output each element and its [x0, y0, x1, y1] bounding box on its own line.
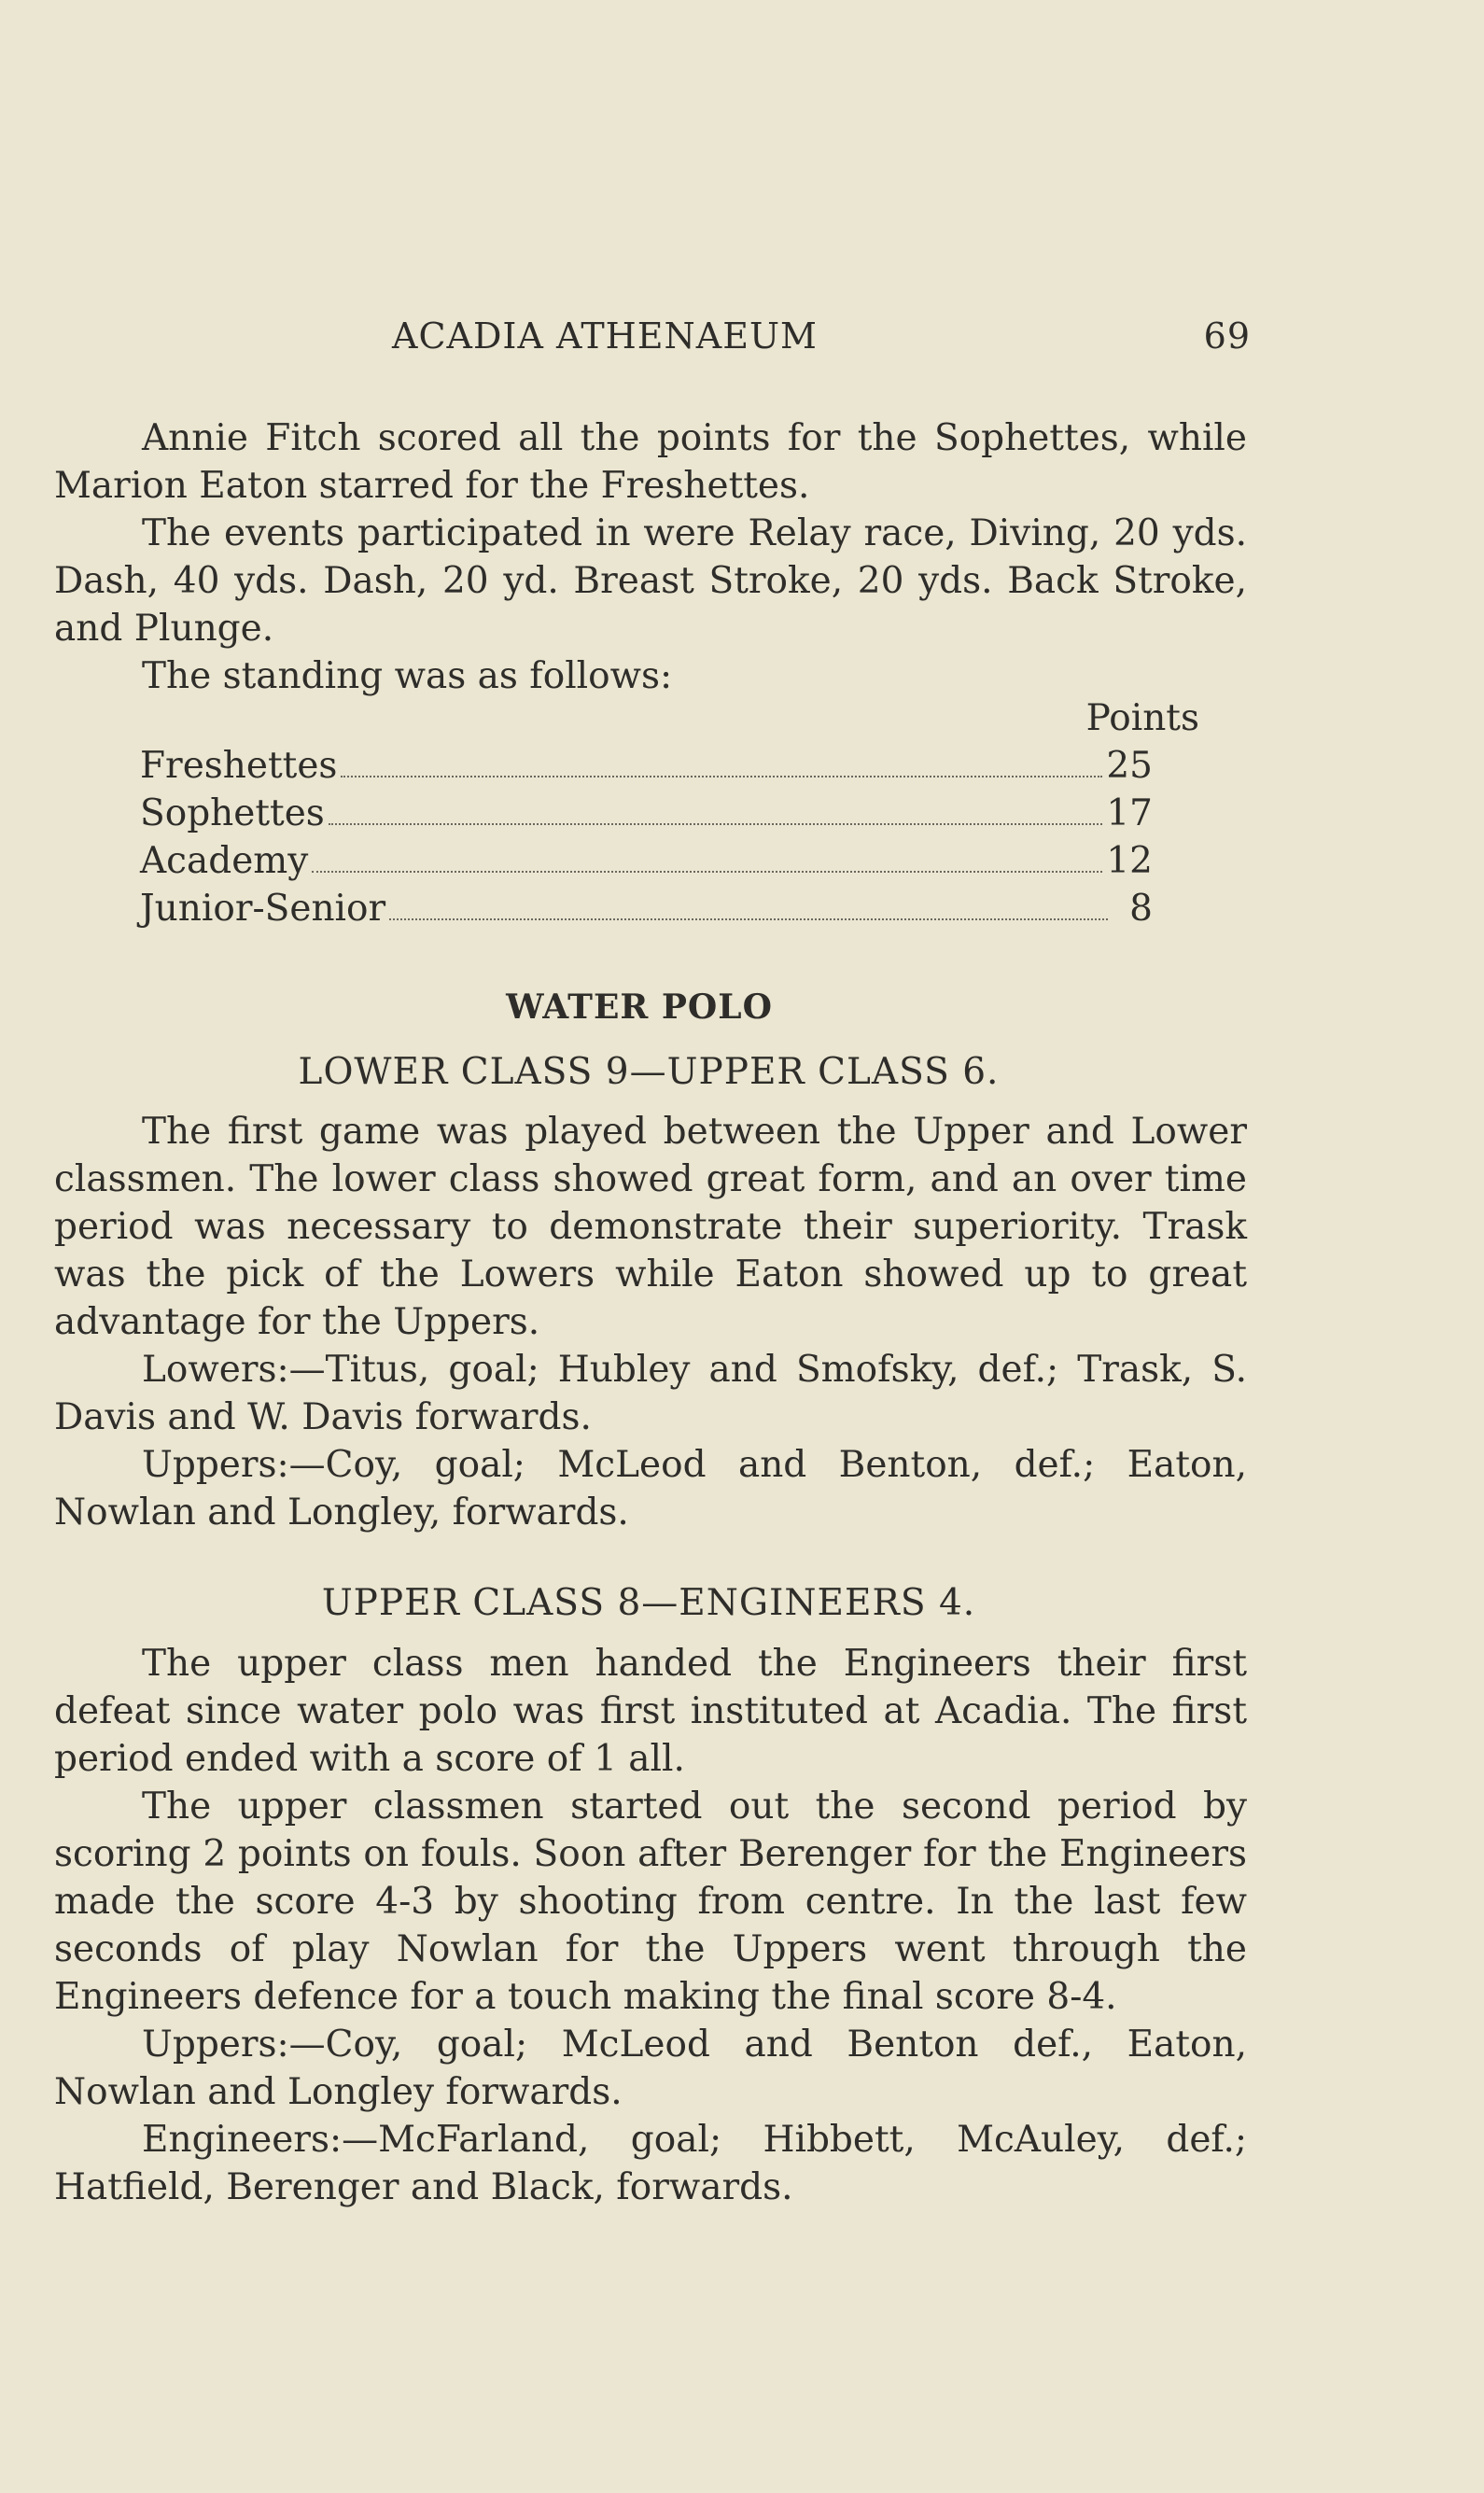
team-points: 17: [1106, 792, 1153, 834]
standings-row: [140, 790, 1153, 837]
team-name: Sophettes: [140, 792, 325, 834]
game2-paragraph-2: The upper classmen started out the second period by scoring 2 points on fouls. Soon after Berenger for the Engineers made the score 4-3 by shooting from centre. In the last few seconds of play Nowlan for the Uppers went through the Engineers defence for a touch making the final score 8-4.: [54, 1786, 1247, 2018]
team-name: Junior-Senior: [140, 888, 386, 930]
team-name: Freshettes: [140, 745, 338, 787]
intro-paragraph-3: The standing was as follows:: [142, 655, 673, 697]
standings-row: [140, 837, 1153, 885]
standings-row: [140, 742, 1153, 790]
team-points: 8: [1129, 888, 1153, 930]
dot-leader: [389, 918, 1108, 920]
page-number: 69: [1203, 315, 1251, 357]
team-points: 25: [1106, 745, 1153, 787]
section-heading-water-polo: WATER POLO: [506, 987, 773, 1027]
game2-paragraph-1: The upper class men handed the Engineers their first defeat since water polo was first instituted at Acadia. The first period ended with a score of 1 all.: [54, 1643, 1247, 1780]
dot-leader: [341, 776, 1102, 777]
team-points: 12: [1106, 840, 1153, 882]
dot-leader: [329, 823, 1103, 825]
game2-lineup-uppers: Uppers:—Coy, goal; McLeod and Benton def., Eaton, Nowlan and Longley forwards.: [54, 2024, 1247, 2113]
game2-subheading: UPPER CLASS 8—ENGINEERS 4.: [321, 1582, 976, 1624]
game1-lineup-uppers: Uppers:—Coy, goal; McLeod and Benton, def.; Eaton, Nowlan and Longley, forwards.: [54, 1444, 1247, 1534]
running-header: [392, 315, 1251, 368]
game1-paragraph-1: The first game was played between the Upper and Lower classmen. The lower class showed great form, and an over time period was necessary to demonstrate their superiority. Trask was the pick of the Lowers while Eaton showed up to great advantage for the Uppers.: [54, 1111, 1247, 1343]
journal-title: ACADIA ATHENAEUM: [392, 315, 818, 357]
intro-paragraph-1: Annie Fitch scored all the points for the Sophettes, while Marion Eaton starred for the Freshettes.: [54, 417, 1247, 507]
intro-section: [54, 414, 1247, 700]
dot-leader: [312, 871, 1102, 873]
game2-lineup-engineers: Engineers:—McFarland, goal; Hibbett, McAuley, def.; Hatfield, Berenger and Black, forwards.: [54, 2119, 1247, 2208]
points-column-header: Points: [1085, 697, 1199, 739]
game1-lineup-lowers: Lowers:—Titus, goal; Hubley and Smofsky, def.; Trask, S. Davis and W. Davis forwards.: [54, 1349, 1247, 1438]
game1-section: [54, 1108, 1247, 1536]
standings-row: [140, 885, 1153, 932]
intro-paragraph-2: The events participated in were Relay race, Diving, 20 yds. Dash, 40 yds. Dash, 20 yd. Breast Stroke, 20 yds. Back Stroke, and Plunge.: [54, 512, 1247, 650]
standings-table: [140, 694, 1199, 932]
game2-section: [54, 1640, 1247, 2211]
team-name: Academy: [140, 840, 309, 882]
game1-subheading: LOWER CLASS 9—UPPER CLASS 6.: [298, 1051, 1000, 1093]
